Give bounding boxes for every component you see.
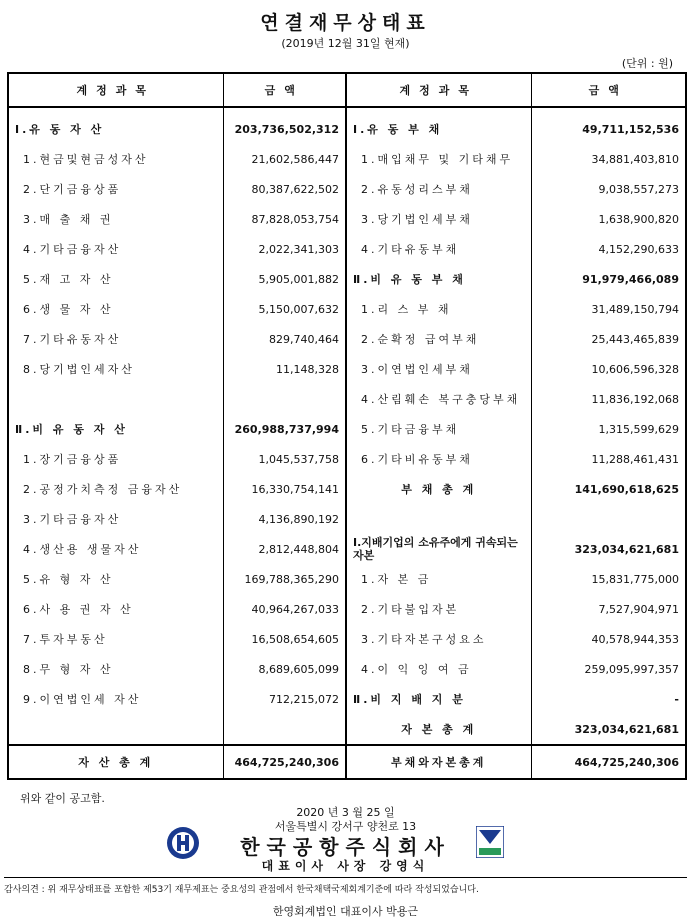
left-amount: 2,022,341,303 bbox=[223, 234, 346, 264]
table-row bbox=[8, 107, 686, 144]
left-amount: 1,045,537,758 bbox=[223, 444, 346, 474]
table-header-row bbox=[8, 73, 686, 107]
right-account-name: 3.이연법인세부채 bbox=[346, 354, 531, 384]
left-amount: 829,740,464 bbox=[223, 324, 346, 354]
header-right-amount: 금액 bbox=[531, 73, 686, 107]
right-amount: 323,034,621,681 bbox=[574, 722, 679, 736]
right-amount: 1,315,599,629 bbox=[598, 422, 679, 436]
left-account-name: 7.투자부동산 bbox=[8, 624, 223, 654]
right-account-name: 1.리 스 부 채 bbox=[346, 294, 531, 324]
right-account-name: Ⅰ.유 동 부 채 bbox=[346, 107, 531, 144]
unit-label: (단위 : 원) bbox=[621, 57, 673, 70]
left-account-name: 4.기타금융자산 bbox=[8, 234, 223, 264]
table-row bbox=[8, 714, 686, 745]
table-row bbox=[8, 354, 686, 384]
kal-logo-icon bbox=[476, 826, 504, 858]
right-account-name: 부 채 총 계 bbox=[346, 474, 531, 504]
left-account-name: 4.생산용 생물자산 bbox=[8, 534, 223, 564]
ceo-name: 대표이사 사장 강영식 bbox=[261, 859, 430, 873]
left-amount bbox=[223, 384, 346, 414]
left-account-name: 2.공정가치측정 금융자산 bbox=[8, 474, 223, 504]
right-amount: 7,527,904,971 bbox=[598, 602, 679, 616]
left-account-name: 8.무 형 자 산 bbox=[8, 654, 223, 684]
left-amount: 80,387,622,502 bbox=[223, 174, 346, 204]
notice-text: 위와 같이 공고함. bbox=[20, 792, 105, 805]
left-account-name: 8.당기법인세자산 bbox=[8, 354, 223, 384]
right-account-name: Ⅰ.지배기업의 소유주에게 귀속되는 자본 bbox=[346, 534, 531, 564]
table-row bbox=[8, 294, 686, 324]
left-account-name: 1.현금및현금성자산 bbox=[8, 144, 223, 174]
right-amount: 49,711,152,536 bbox=[582, 122, 679, 136]
left-account-name: Ⅱ.비 유 동 자 산 bbox=[8, 414, 223, 444]
left-account-name: 6.생 물 자 산 bbox=[8, 294, 223, 324]
table-row bbox=[8, 684, 686, 714]
left-amount: 203,736,502,312 bbox=[223, 107, 346, 144]
header-left-amount: 금액 bbox=[223, 73, 346, 107]
left-amount: 5,150,007,632 bbox=[223, 294, 346, 324]
table-row bbox=[8, 174, 686, 204]
table-row bbox=[8, 204, 686, 234]
header-right-account: 계정과목 bbox=[346, 73, 531, 107]
statement-title: 연결재무상태표 bbox=[260, 12, 431, 34]
left-amount: 5,905,001,882 bbox=[223, 264, 346, 294]
right-amount: 91,979,466,089 bbox=[582, 272, 679, 286]
left-account-name bbox=[8, 714, 223, 745]
right-amount: 34,881,403,810 bbox=[591, 152, 679, 166]
right-account-name: Ⅱ.비 지 배 지 분 bbox=[346, 684, 531, 714]
left-account-name: 9.이연법인세 자산 bbox=[8, 684, 223, 714]
table-row bbox=[8, 414, 686, 444]
left-amount: 260,988,737,994 bbox=[223, 414, 346, 444]
left-amount: 16,330,754,141 bbox=[223, 474, 346, 504]
right-account-name bbox=[346, 504, 531, 534]
left-amount: 169,788,365,290 bbox=[223, 564, 346, 594]
right-account-name: 3.기타자본구성요소 bbox=[346, 624, 531, 654]
right-account-name: 2.순확정 급여부채 bbox=[346, 324, 531, 354]
table-row bbox=[8, 654, 686, 684]
left-amount: 8,689,605,099 bbox=[223, 654, 346, 684]
right-amount: 31,489,150,794 bbox=[591, 302, 679, 316]
total-liabilities-equity-amount: 464,725,240,306 bbox=[531, 745, 686, 779]
statement-date: (2019년 12월 31일 현재) bbox=[281, 37, 410, 50]
right-account-name: 4.이 익 잉 여 금 bbox=[346, 654, 531, 684]
table-row bbox=[8, 564, 686, 594]
table-row bbox=[8, 444, 686, 474]
left-account-name: 5.유 형 자 산 bbox=[8, 564, 223, 594]
right-account-name: 6.기타비유동부채 bbox=[346, 444, 531, 474]
table-row bbox=[8, 384, 686, 414]
right-account-name: 1.매입채무 및 기타채무 bbox=[346, 144, 531, 174]
right-amount: 11,836,192,068 bbox=[591, 392, 679, 406]
left-account-name: 6.사 용 권 자 산 bbox=[8, 594, 223, 624]
right-account-name: 자 본 총 계 bbox=[346, 714, 531, 745]
total-row bbox=[8, 745, 686, 779]
left-account-name: Ⅰ.유 동 자 산 bbox=[8, 107, 223, 144]
right-account-name: Ⅱ.비 유 동 부 채 bbox=[346, 264, 531, 294]
publication-date: 2020 년 3 월 25 일 bbox=[296, 806, 395, 819]
left-amount: 2,812,448,804 bbox=[223, 534, 346, 564]
total-assets-label: 자 산 총 계 bbox=[8, 745, 223, 779]
table-row bbox=[8, 474, 686, 504]
table-row bbox=[8, 534, 686, 564]
right-amount bbox=[531, 504, 686, 534]
table-row bbox=[8, 264, 686, 294]
left-amount: 87,828,053,754 bbox=[223, 204, 346, 234]
right-amount: 15,831,775,000 bbox=[591, 572, 679, 586]
left-account-name: 3.기타금융자산 bbox=[8, 504, 223, 534]
right-amount: 40,578,944,353 bbox=[591, 632, 679, 646]
table-row bbox=[8, 624, 686, 654]
right-amount: 25,443,465,839 bbox=[591, 332, 679, 346]
right-amount: 259,095,997,357 bbox=[584, 662, 679, 676]
left-account-name: 7.기타유동자산 bbox=[8, 324, 223, 354]
table-row bbox=[8, 144, 686, 174]
left-amount: 4,136,890,192 bbox=[223, 504, 346, 534]
right-amount: 10,606,596,328 bbox=[591, 362, 679, 376]
right-account-name: 2.기타불입자본 bbox=[346, 594, 531, 624]
left-amount: 712,215,072 bbox=[223, 684, 346, 714]
right-amount: 323,034,621,681 bbox=[574, 542, 679, 556]
left-amount: 40,964,267,033 bbox=[223, 594, 346, 624]
table-row bbox=[8, 504, 686, 534]
total-assets-amount: 464,725,240,306 bbox=[223, 745, 346, 779]
table-row bbox=[8, 324, 686, 354]
table-row bbox=[8, 594, 686, 624]
auditor-name: 한영회계법인 대표이사 박용근 bbox=[272, 905, 419, 918]
balance-sheet-table bbox=[7, 72, 687, 780]
right-amount: 9,038,557,273 bbox=[598, 182, 679, 196]
left-account-name: 2.단기금융상품 bbox=[8, 174, 223, 204]
audit-opinion: 감사의견 : 위 재무상태표를 포함한 제53기 재무제표는 중요성의 관점에서 한국채택국제회계기준에 따라 작성되었습니다. bbox=[4, 877, 687, 895]
right-account-name: 4.기타유동부채 bbox=[346, 234, 531, 264]
company-name: 한국공항주식회사 bbox=[240, 835, 451, 859]
left-amount: 21,602,586,447 bbox=[223, 144, 346, 174]
right-amount: 141,690,618,625 bbox=[574, 482, 679, 496]
left-account-name: 1.장기금융상품 bbox=[8, 444, 223, 474]
left-amount: 16,508,654,605 bbox=[223, 624, 346, 654]
right-amount: - bbox=[674, 692, 679, 706]
left-account-name: 5.재 고 자 산 bbox=[8, 264, 223, 294]
company-address: 서울특별시 강서구 양천로 13 bbox=[274, 820, 417, 833]
left-account-name: 3.매 출 채 권 bbox=[8, 204, 223, 234]
total-liabilities-equity-label: 부채와자본총계 bbox=[346, 745, 531, 779]
header-left-account: 계정과목 bbox=[8, 73, 223, 107]
right-amount: 11,288,461,431 bbox=[591, 452, 679, 466]
right-account-name: 2.유동성리스부채 bbox=[346, 174, 531, 204]
right-account-name: 3.당기법인세부채 bbox=[346, 204, 531, 234]
right-account-name: 4.산림훼손 복구충당부채 bbox=[346, 384, 531, 414]
left-amount: 11,148,328 bbox=[223, 354, 346, 384]
right-amount: 4,152,290,633 bbox=[598, 242, 679, 256]
left-account-name bbox=[8, 384, 223, 414]
right-account-name: 5.기타금융부채 bbox=[346, 414, 531, 444]
left-amount bbox=[223, 714, 346, 745]
right-account-name: 1.자 본 금 bbox=[346, 564, 531, 594]
right-amount: 1,638,900,820 bbox=[598, 212, 679, 226]
table-row bbox=[8, 234, 686, 264]
